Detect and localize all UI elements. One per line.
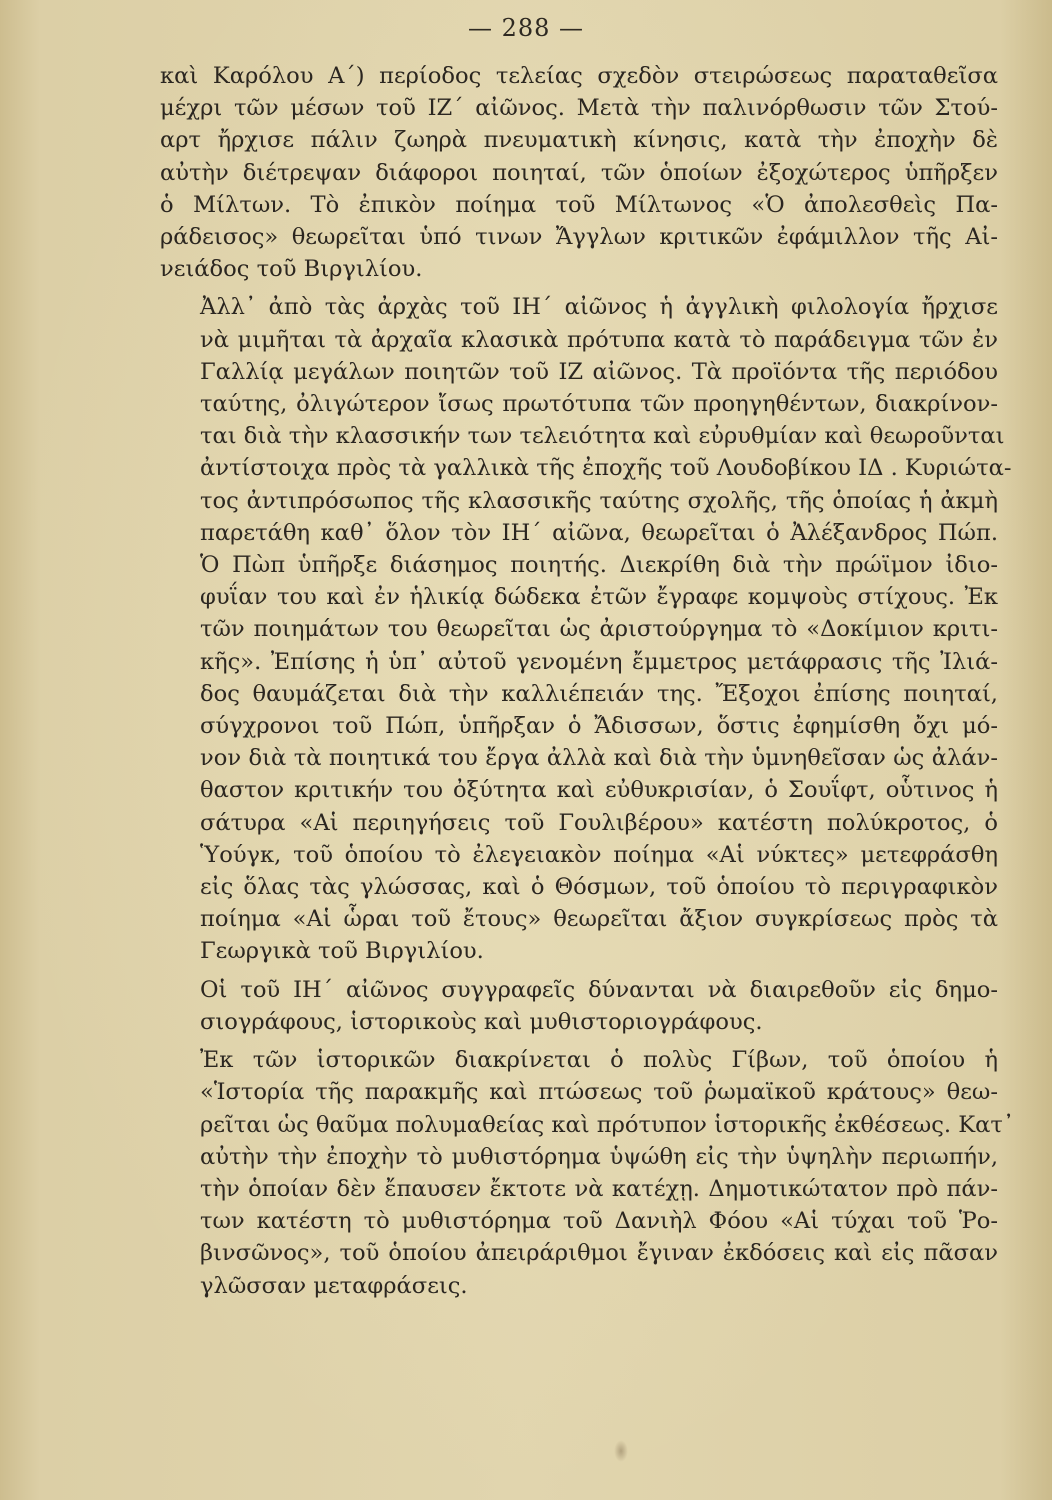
text-line: ποίημα «Αἱ ὧραι τοῦ ἔτους» θεωρεῖται ἄξιον συγκρίσεως πρὸς τὰ [200, 906, 998, 933]
text-line: τὴν ὁποίαν δὲν ἔπαυσεν ἔκτοτε νὰ κατέχῃ. Δημοτικώτατον πρὸ πάν- [200, 1175, 998, 1202]
text-line: των κατέστη τὸ μυθιστόρημα τοῦ Δανιὴλ Φόου «Αἱ τύχαι τοῦ Ῥο- [200, 1208, 998, 1235]
text-line: Ὁ Πὼπ ὑπῆρξε διάσημος ποιητής. Διεκρίθη διὰ τὴν πρώϊμον ἰδιο- [200, 552, 998, 579]
text-line: καὶ Καρόλου Α΄) περίοδος τελείας σχεδὸν στειρώσεως παραταθεῖσα [160, 63, 998, 89]
text-line: αὐτὴν τὴν ἐποχὴν τὸ μυθιστόρημα ὑψώθη εἰς τὴν ὑψηλὴν περιωπήν, [200, 1143, 998, 1170]
text-line: τῶν ποιημάτων του θεωρεῖται ὡς ἀριστούργημα τὸ «Δοκίμιον κριτι- [200, 616, 998, 643]
text-line: βινσῶνος», τοῦ ὁποίου ἀπειράριθμοι ἔγιναν ἐκδόσεις καὶ εἰς πᾶσαν [200, 1240, 998, 1267]
text-line: φυΐαν του καὶ ἐν ἡλικίᾳ δώδεκα ἐτῶν ἔγραφε κομψοὺς στίχους. Ἐκ [200, 584, 998, 611]
paragraph-1 [160, 60, 998, 285]
text-line: Ἀλλ᾿ ἀπὸ τὰς ἀρχὰς τοῦ ΙΗ΄ αἰῶνος ἡ ἀγγλικὴ φιλολογία ἤρχισε [200, 294, 998, 321]
text-line: γλῶσσαν μεταφράσεις. [200, 1272, 468, 1299]
text-line: ρεῖται ὡς θαῦμα πολυμαθείας καὶ πρότυπον ἱστορικῆς ἐκθέσεως. Κατ᾿ [200, 1111, 1015, 1138]
paragraph-2 [160, 291, 1012, 967]
text-line: ταύτης, ὀλιγώτερον ἴσως πρωτότυπα τῶν προηγηθέντων, διακρίνον- [200, 391, 998, 418]
paragraph-3 [160, 974, 998, 1038]
paragraph-4 [160, 1044, 1015, 1302]
page-number: — 288 — [467, 14, 585, 42]
body-text [160, 60, 1015, 1302]
text-line: νὰ μιμῆται τὰ ἀρχαῖα κλασικὰ πρότυπα κατὰ τὸ παράδειγμα τῶν ἐν [200, 326, 998, 353]
text-line: δος θαυμάζεται διὰ τὴν καλλιέπειάν της. Ἔξοχοι ἐπίσης ποιηταί, [200, 680, 998, 707]
text-line: σύγχρονοι τοῦ Πώπ, ὑπῆρξαν ὁ Ἄδισσων, ὅστις ἐφημίσθη ὄχι μό- [200, 713, 998, 740]
text-line: νον διὰ τὰ ποιητικά του ἔργα ἀλλὰ καὶ διὰ τὴν ὑμνηθεῖσαν ὡς ἀλάν- [200, 745, 998, 772]
text-line: Ἐκ τῶν ἱστορικῶν διακρίνεται ὁ πολὺς Γίβων, τοῦ ὁποίου ἡ [200, 1047, 998, 1074]
text-line: Οἱ τοῦ ΙΗ΄ αἰῶνος συγγραφεῖς δύνανται νὰ διαιρεθοῦν εἰς δημο- [200, 976, 998, 1003]
text-line: θαστον κριτικήν του ὀξύτητα καὶ εὐθυκρισίαν, ὁ Σουΐφτ, οὗτινος ἡ [200, 777, 998, 804]
text-line: «Ἱστορία τῆς παρακμῆς καὶ πτώσεως τοῦ ῥωμαϊκοῦ κράτους» θεω- [200, 1079, 998, 1106]
text-line: τος ἀντιπρόσωπος τῆς κλασσικῆς ταύτης σχολῆς, τῆς ὁποίας ἡ ἀκμὴ [200, 487, 998, 514]
text-line: ὁ Μίλτων. Τὸ ἐπικὸν ποίημα τοῦ Μίλτωνος «Ὁ ἀπολεσθεὶς Πα- [160, 191, 998, 218]
text-line: αὐτὴν διέτρεψαν διάφοροι ποιηταί, τῶν ὁποίων ἐξοχώτερος ὑπῆρξεν [160, 159, 998, 186]
text-line: Γεωργικὰ τοῦ Βιργιλίου. [200, 938, 484, 965]
text-line: σάτυρα «Αἱ περιηγήσεις τοῦ Γουλιβέρου» κατέστη πολύκροτος, ὁ [200, 809, 998, 836]
text-line: νειάδος τοῦ Βιργιλίου. [160, 256, 423, 283]
text-line: ται διὰ τὴν κλασσικήν των τελειότητα καὶ εὐρυθμίαν καὶ θεωροῦνται [200, 423, 1005, 450]
text-line: Ὑούγκ, τοῦ ὁποίου τὸ ἐλεγειακὸν ποίημα «Αἱ νύκτες» μετεφράσθη [200, 841, 998, 868]
text-line: αρτ ἤρχισε πάλιν ζωηρὰ πνευματικὴ κίνησις, κατὰ τὴν ἐποχὴν δὲ [160, 127, 998, 154]
ink-smudge [614, 1440, 628, 1462]
text-line: ράδεισος» θεωρεῖται ὑπό τινων Ἄγγλων κριτικῶν ἐφάμιλλον τῆς Αἰ- [160, 224, 998, 251]
text-line: Γαλλίᾳ μεγάλων ποιητῶν τοῦ ΙΖ αἰῶνος. Τὰ προϊόντα τῆς περιόδου [200, 358, 998, 385]
text-line: εἰς ὅλας τὰς γλώσσας, καὶ ὁ Θόσμων, τοῦ ὁποίου τὸ περιγραφικὸν [200, 874, 998, 901]
text-line: παρετάθη καθ᾿ ὅλον τὸν ΙΗ΄ αἰῶνα, θεωρεῖται ὁ Ἀλέξανδρος Πώπ. [200, 519, 998, 546]
text-line: μέχρι τῶν μέσων τοῦ ΙΖ΄ αἰῶνος. Μετὰ τὴν παλινόρθωσιν τῶν Στού- [160, 95, 998, 122]
text-line: κῆς». Ἐπίσης ἡ ὑπ᾿ αὐτοῦ γενομένη ἔμμετρος μετάφρασις τῆς Ἰλιά- [200, 648, 998, 675]
text-line: ἀντίστοιχα πρὸς τὰ γαλλικὰ τῆς ἐποχῆς τοῦ Λουδοβίκου ΙΔ . Κυριώτα- [200, 455, 1012, 482]
text-line: σιογράφους, ἱστορικοὺς καὶ μυθιστοριογράφους. [200, 1008, 763, 1035]
